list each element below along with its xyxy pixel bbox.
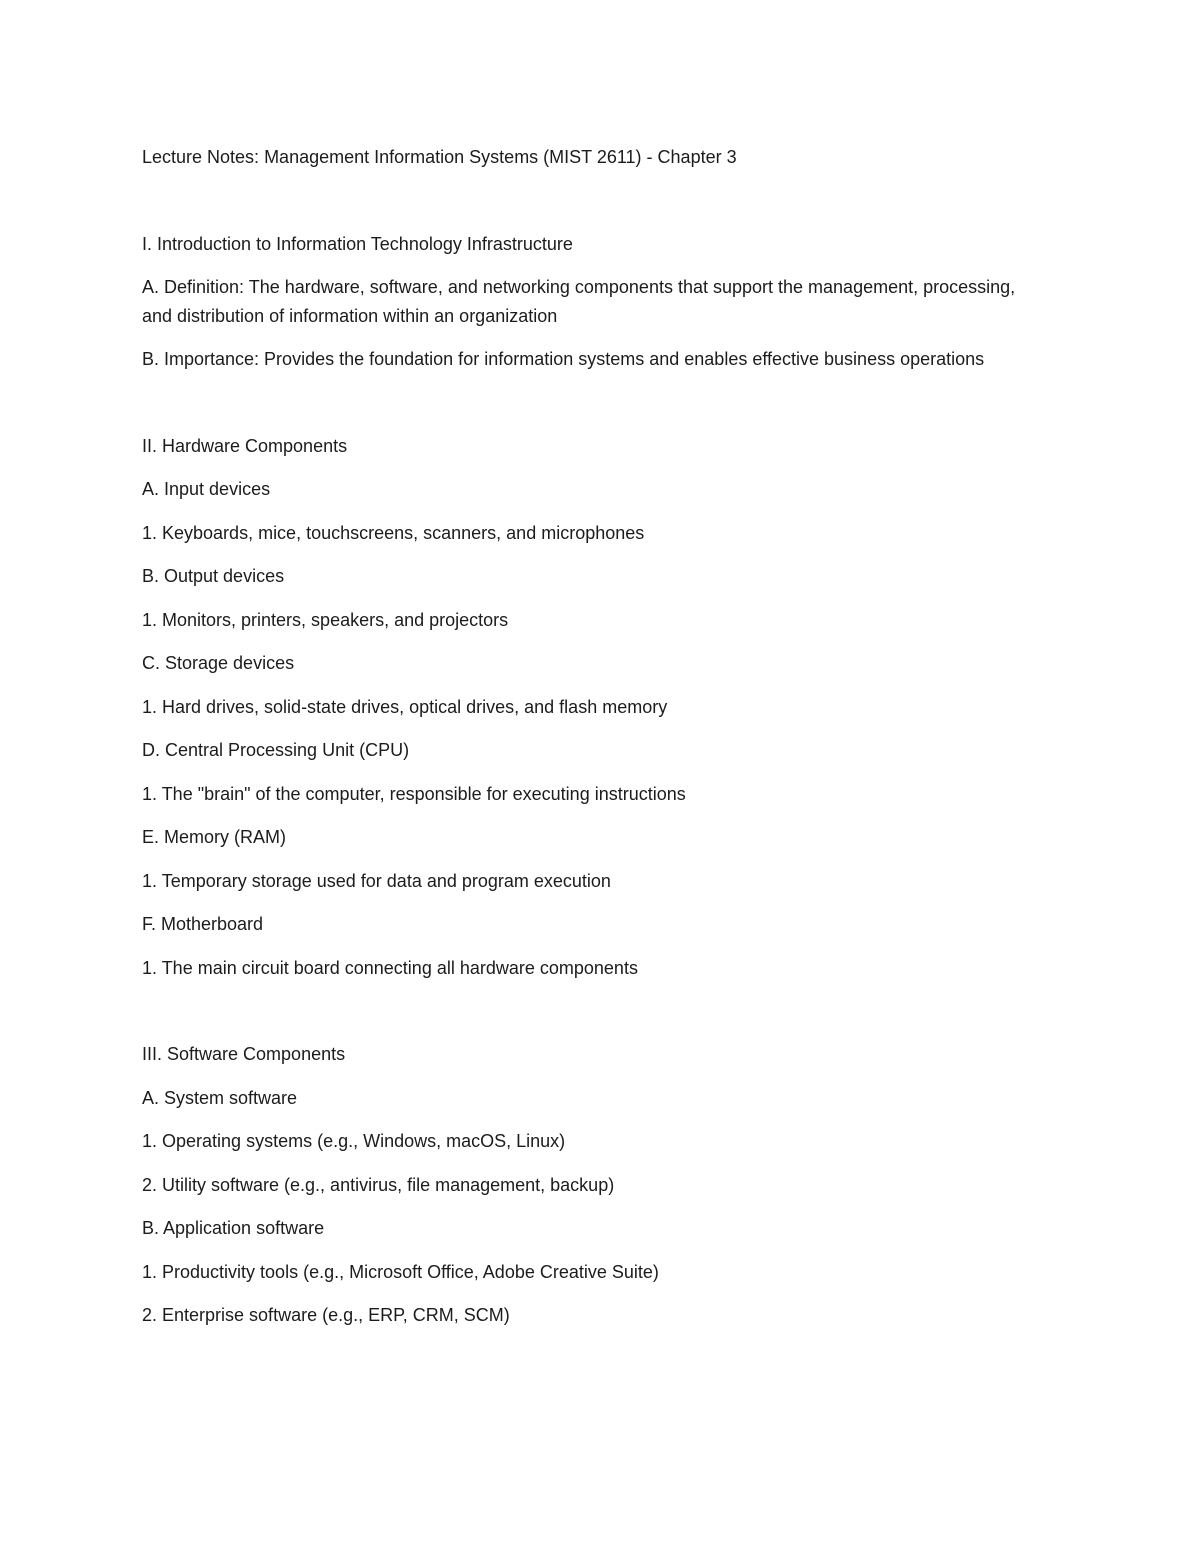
list-item: A. Definition: The hardware, software, and networking components that support the management, processing, and distribution of information within an organization: [142, 277, 1016, 326]
list-item: 1. Operating systems (e.g., Windows, macOS, Linux): [142, 1131, 566, 1151]
section-heading: II. Hardware Components: [142, 435, 348, 456]
list-item: F. Motherboard: [142, 914, 264, 934]
section-heading: I. Introduction to Information Technology Infrastructure: [142, 233, 573, 254]
document-body: [142, 143, 1042, 1345]
list-item: 1. The "brain" of the computer, responsible for executing instructions: [142, 783, 686, 804]
list-item: D. Central Processing Unit (CPU): [142, 740, 410, 760]
list-item: 1. Hard drives, solid-state drives, optical drives, and flash memory: [142, 696, 668, 717]
list-item: B. Importance: Provides the foundation for information systems and enables effective business operations: [142, 349, 985, 369]
list-item: 1. Productivity tools (e.g., Microsoft Office, Adobe Creative Suite): [142, 1261, 659, 1282]
list-item: B. Application software: [142, 1218, 325, 1238]
list-item: 1. Temporary storage used for data and program execution: [142, 870, 611, 891]
list-item: E. Memory (RAM): [142, 827, 286, 847]
section-hardware: [142, 432, 1042, 983]
list-item: 2. Enterprise software (e.g., ERP, CRM, SCM): [142, 1305, 510, 1325]
list-item: A. Input devices: [142, 479, 271, 499]
list-item: C. Storage devices: [142, 653, 295, 673]
list-item: 1. Keyboards, mice, touchscreens, scanners, and microphones: [142, 522, 645, 543]
list-item: 1. The main circuit board connecting all hardware components: [142, 957, 638, 978]
section-heading: III. Software Components: [142, 1044, 346, 1064]
section-introduction: [142, 230, 1042, 374]
list-item: 2. Utility software (e.g., antivirus, file management, backup): [142, 1174, 615, 1195]
list-item: B. Output devices: [142, 566, 285, 586]
document-title: Lecture Notes: Management Information Systems (MIST 2611) - Chapter 3: [142, 147, 737, 167]
list-item: 1. Monitors, printers, speakers, and projectors: [142, 609, 509, 630]
list-item: A. System software: [142, 1087, 298, 1108]
section-software: [142, 1040, 1042, 1330]
